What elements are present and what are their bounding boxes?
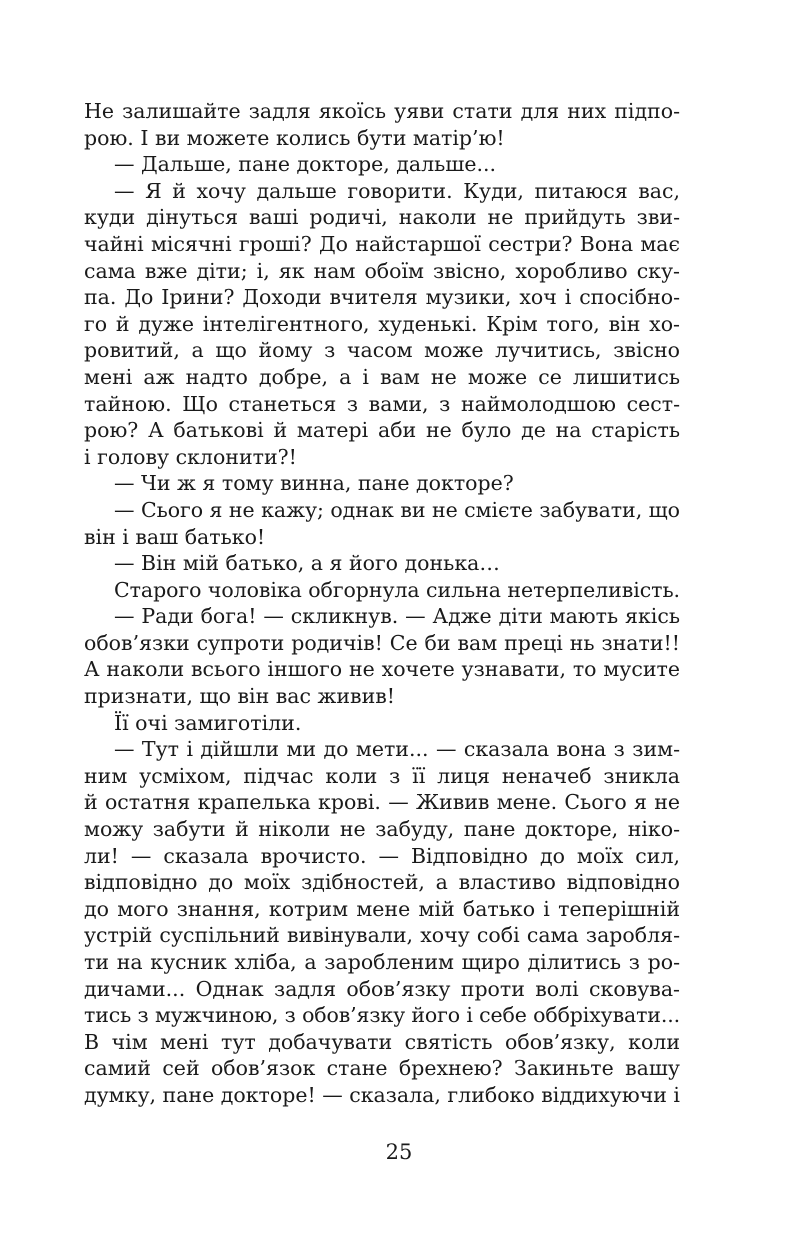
text-line: й остатня крапелька крові. — Живив мене. Сього я не bbox=[84, 790, 680, 815]
text-line: го й дуже інтелігентного, худенькі. Крім того, він хо- bbox=[84, 311, 680, 336]
text-line: — Ради бога! — скликнув. — Адже діти мають якісь bbox=[114, 604, 680, 629]
text-line: ти на кусник хліба, а заробленим щиро ділитись з ро- bbox=[84, 950, 680, 974]
text-line: — Чи ж я тому винна, пане докторе? bbox=[114, 471, 514, 496]
text-line: думку, пане докторе! — сказала, глибоко віддихуючи і bbox=[84, 1082, 680, 1107]
text-line: мені аж надто добре, а і вам не може се лишитись bbox=[84, 364, 680, 389]
text-line: до мого знання, котрим мене мій батько і теперішній bbox=[84, 896, 680, 921]
text-line: чайні місячні гроші? До найстаршої сестри? Вона має bbox=[84, 231, 680, 256]
text-line: він і ваш батько! bbox=[84, 524, 266, 549]
text-line: можу забути й ніколи не забуду, пане докторе, ніко- bbox=[84, 817, 680, 842]
text-line: дичами... Однак задля обов’язку проти волі сковува- bbox=[84, 976, 680, 1001]
text-line: — Тут і дійшли ми до мети... — сказала вона з зим- bbox=[114, 737, 680, 762]
text-line: Її очі замиготіли. bbox=[114, 710, 302, 735]
text-line: рою? А батькові й матері аби не було де на старість bbox=[84, 418, 680, 443]
text-line: сама вже діти; і, як нам обоїм звісно, хоробливо ску- bbox=[84, 258, 680, 283]
text-line: В чім мені тут добачувати святість обов’язку, коли bbox=[84, 1029, 680, 1054]
text-line: ли! — сказала врочисто. — Відповідно до моїх сил, bbox=[84, 843, 680, 868]
text-line: — Сього я не кажу; однак ви не смієте забувати, що bbox=[114, 497, 680, 522]
text-line: — Я й хочу дальше говорити. Куди, питаюся вас, bbox=[114, 178, 680, 203]
text-line: — Він мій батько, а я його донька… bbox=[114, 551, 500, 576]
text-line: — Дальше, пане докторе, дальше... bbox=[114, 152, 497, 177]
text-line: устрій суспільний вивінували, хочу собі сама заробля- bbox=[84, 923, 680, 948]
text-line: самий сей обов’язок стане брехнею? Закиньте вашу bbox=[84, 1056, 680, 1081]
text-line: ним усміхом, підчас коли з її лиця неначеб зникла bbox=[84, 763, 680, 788]
body-text bbox=[84, 98, 680, 1109]
text-line: куди дінуться ваші родичі, наколи не прийдуть зви- bbox=[84, 205, 680, 230]
text-line: Не залишайте задля якоїсь уяви стати для них підпо- bbox=[84, 99, 680, 123]
text-line: обов’язки супроти родичів! Се би вам преці нь знати!! bbox=[84, 630, 680, 655]
page-number: 25 bbox=[385, 1140, 413, 1164]
text-line: па. До Ірини? Доходи вчителя музики, хоч і спосібно- bbox=[84, 285, 680, 310]
text-line: признати, що він вас живив! bbox=[84, 684, 396, 709]
text-line: Старого чоловіка обгорнула сильна нетерпеливість. bbox=[114, 577, 681, 602]
text-line: і голову склонити?! bbox=[84, 444, 297, 469]
text-line: відповідно до моїх здібностей, а властиво відповідно bbox=[84, 870, 680, 895]
text-line: рою. І ви можете колись бути матір’ю! bbox=[84, 125, 505, 150]
text-line: А наколи всього іншого не хочете узнавати, то мусите bbox=[84, 657, 680, 682]
text-line: ровитий, а що йому з часом може лучитись, звісно bbox=[84, 338, 680, 363]
text-line: тайною. Що станеться з вами, з наймолодшою сест- bbox=[84, 391, 680, 416]
text-line: тись з мужчиною, з обов’язку його і себе оббріхувати... bbox=[84, 1003, 680, 1028]
